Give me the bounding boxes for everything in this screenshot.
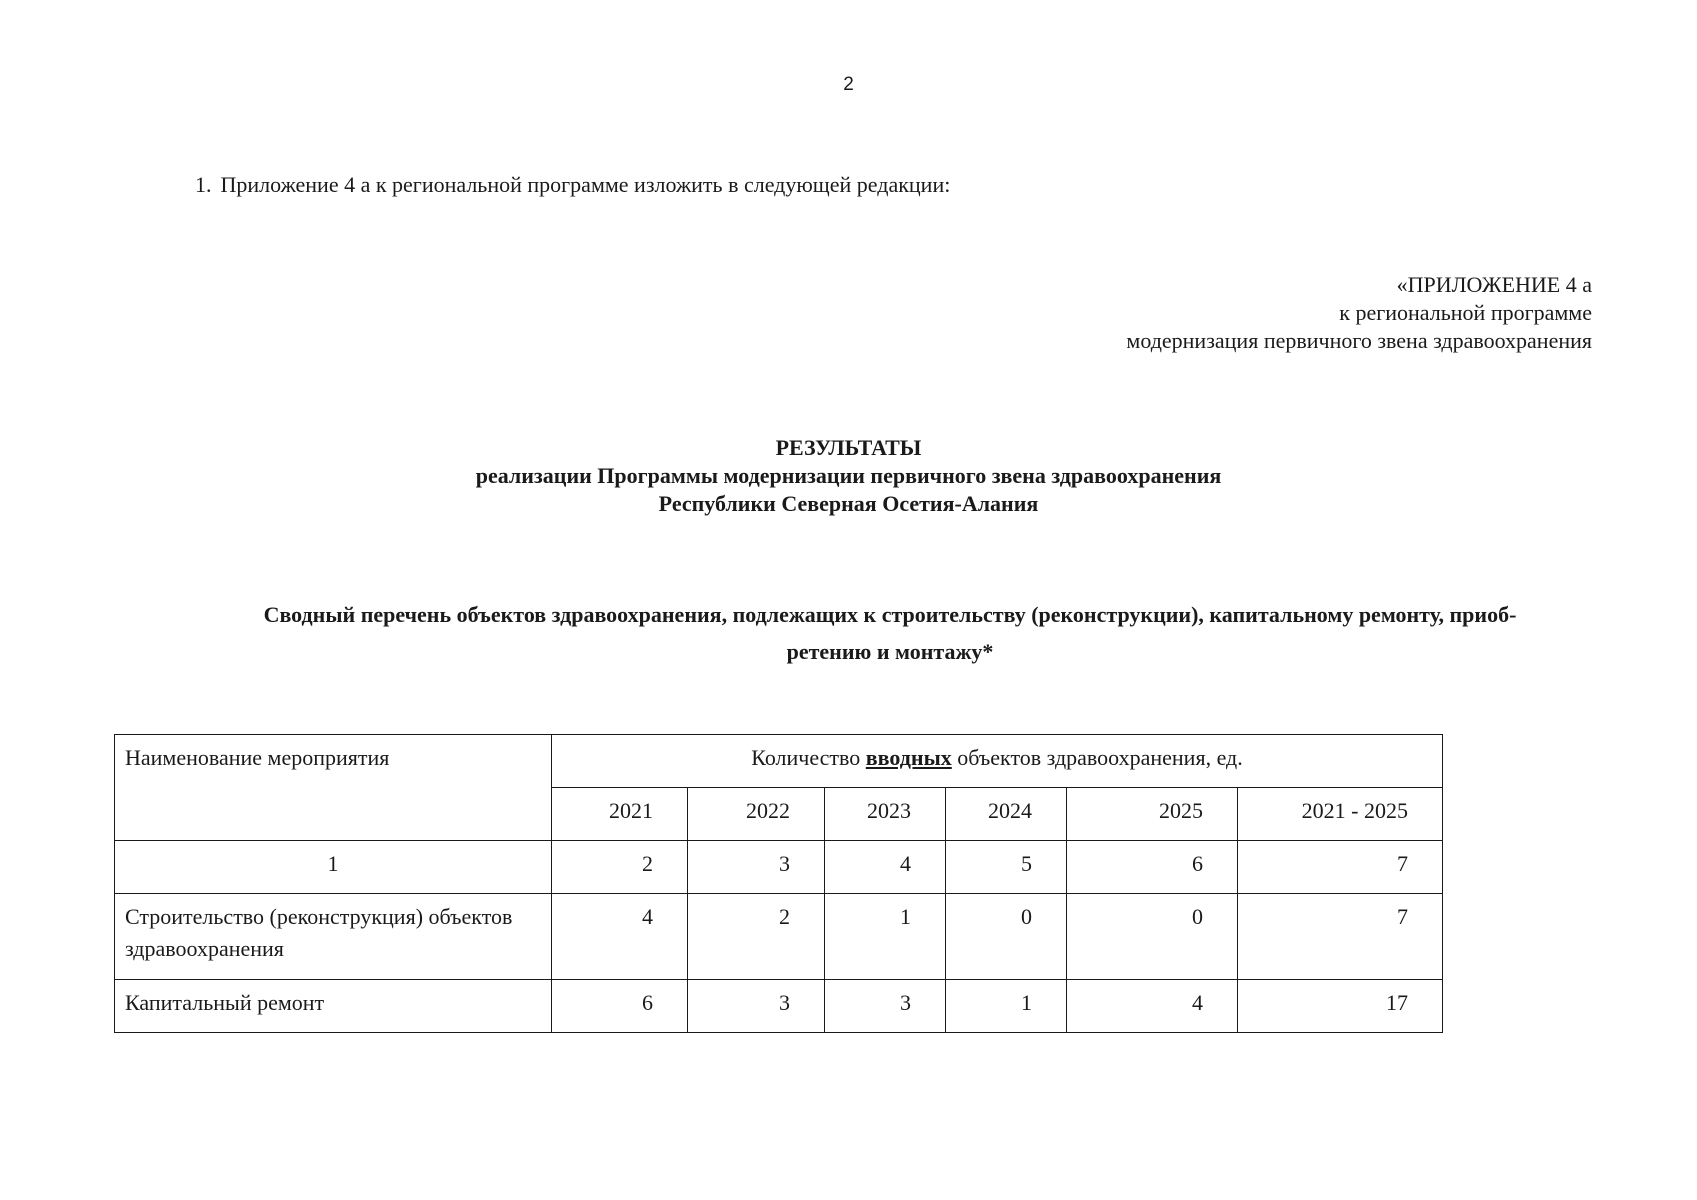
row-value-cell: 3 [825, 980, 946, 1033]
year-header-cell: 2022 [688, 788, 825, 841]
summary-title-line-2: ретению и монтажу* [786, 639, 994, 664]
column-number-cell: 2 [552, 841, 688, 894]
results-title-line-1: РЕЗУЛЬТАТЫ [775, 435, 922, 460]
table-row [115, 894, 1443, 980]
row-value-cell: 1 [825, 894, 946, 980]
intro-paragraph [195, 172, 950, 198]
row-value-cell: 2 [688, 894, 825, 980]
appendix-line-2: к региональной программе [1339, 300, 1592, 325]
header-count-suffix: объектов здравоохранения, ед. [951, 745, 1243, 770]
table-row [115, 980, 1443, 1033]
year-header-cell: 2025 [1067, 788, 1238, 841]
column-number-cell: 4 [825, 841, 946, 894]
header-objects-count [552, 735, 1443, 788]
appendix-heading [1126, 271, 1592, 355]
row-value-cell: 4 [552, 894, 688, 980]
column-number-cell: 3 [688, 841, 825, 894]
column-number-cell: 5 [946, 841, 1067, 894]
row-value-cell: 6 [552, 980, 688, 1033]
column-number-cell: 7 [1238, 841, 1443, 894]
summary-title [188, 596, 1592, 670]
row-value-cell: 4 [1067, 980, 1238, 1033]
header-count-prefix: Количество [751, 745, 866, 770]
row-value-cell: 1 [946, 980, 1067, 1033]
header-activity-name: Наименование мероприятия [115, 735, 552, 841]
intro-text: Приложение 4 а к региональной программе изложить в следующей редакции: [220, 172, 951, 197]
row-value-cell: 7 [1238, 894, 1443, 980]
summary-title-line-1: Сводный перечень объектов здравоохранения, подлежащих к строительству (реконструкции), капитальному ремонту, приоб- [263, 602, 1517, 627]
results-title [0, 434, 1697, 518]
row-value-cell: 0 [946, 894, 1067, 980]
column-number-cell: 6 [1067, 841, 1238, 894]
objects-table-wrapper [114, 734, 1443, 1033]
column-number-cell: 1 [115, 841, 552, 894]
appendix-line-1: «ПРИЛОЖЕНИЕ 4 а [1396, 272, 1592, 297]
header-count-emphasis: вводных [865, 745, 952, 770]
row-activity-name: Строительство (реконструкция) объектов здравоохранения [115, 894, 552, 980]
appendix-line-3: модернизация первичного звена здравоохранения [1126, 328, 1592, 353]
year-header-cell: 2024 [946, 788, 1067, 841]
page-number: 2 [843, 74, 854, 95]
results-title-line-2: реализации Программы модернизации первичного звена здравоохранения [475, 463, 1222, 488]
row-value-cell: 17 [1238, 980, 1443, 1033]
table-column-number-row [115, 841, 1443, 894]
year-header-cell: 2021 - 2025 [1238, 788, 1443, 841]
row-value-cell: 3 [688, 980, 825, 1033]
year-header-cell: 2021 [552, 788, 688, 841]
row-value-cell: 0 [1067, 894, 1238, 980]
results-title-line-3: Республики Северная Осетия-Алания [658, 491, 1039, 516]
objects-table [114, 734, 1443, 1033]
intro-list-number: 1. [195, 172, 212, 197]
year-header-cell: 2023 [825, 788, 946, 841]
row-activity-name: Капитальный ремонт [115, 980, 552, 1033]
table-header-row [115, 735, 1443, 788]
